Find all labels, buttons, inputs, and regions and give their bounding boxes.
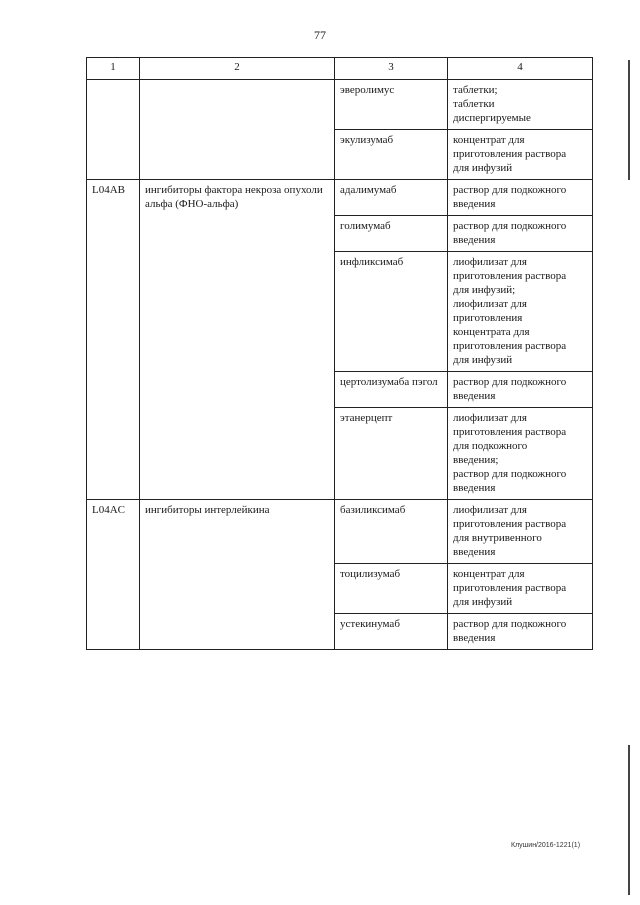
scan-margin-line [628, 60, 630, 180]
scan-margin-line [628, 745, 630, 895]
dosage-form-cell [448, 408, 593, 500]
dosage-form-line: лиофилизат для [453, 298, 527, 310]
footer-stamp: Клушин/2016-1221(1) [511, 842, 581, 849]
dosage-form-line: приготовления раствора [453, 518, 567, 530]
dosage-form-line: для инфузий [453, 354, 513, 366]
page-number: 77 [314, 28, 326, 42]
atc-code-cell: L04AB [87, 180, 140, 500]
dosage-form-line: введения; [453, 454, 499, 466]
drug-name-cell: цертолизумаба пэгол [335, 372, 448, 408]
dosage-form-line: для подкожного [453, 440, 528, 452]
drug-name-cell: экулизумаб [335, 130, 448, 180]
column-header-2: 2 [140, 58, 335, 80]
dosage-form-line: введения [453, 198, 496, 210]
dosage-form-line: приготовления раствора [453, 426, 567, 438]
dosage-form-cell [448, 180, 593, 216]
column-header-3: 3 [335, 58, 448, 80]
dosage-form-line: лиофилизат для [453, 256, 527, 268]
dosage-form-line: для внутривенного [453, 532, 542, 544]
atc-code-cell: L04AC [87, 500, 140, 650]
dosage-form-line: таблетки [453, 98, 495, 110]
dosage-form-line: введения [453, 234, 496, 246]
column-header-1: 1 [87, 58, 140, 80]
dosage-form-line: приготовления раствора [453, 340, 567, 352]
dosage-form-cell [448, 130, 593, 180]
dosage-form-line: для инфузий [453, 162, 513, 174]
dosage-form-line: приготовления раствора [453, 270, 567, 282]
dosage-form-line: раствор для подкожного [453, 220, 567, 232]
drug-name-cell: этанерцепт [335, 408, 448, 500]
dosage-form-line: введения [453, 546, 496, 558]
dosage-form-line: приготовления раствора [453, 582, 567, 594]
dosage-form-cell [448, 216, 593, 252]
table-row [87, 500, 593, 564]
dosage-form-cell [448, 80, 593, 130]
dosage-form-cell [448, 500, 593, 564]
dosage-form-cell [448, 564, 593, 614]
dosage-form-line: приготовления [453, 312, 523, 324]
dosage-form-line: раствор для подкожного [453, 468, 567, 480]
dosage-form-line: для инфузий [453, 596, 513, 608]
dosage-form-line: раствор для подкожного [453, 618, 567, 630]
drug-name-cell: инфликсимаб [335, 252, 448, 372]
dosage-form-line: введения [453, 632, 496, 644]
dosage-form-line: лиофилизат для [453, 504, 527, 516]
drug-name-cell: голимумаб [335, 216, 448, 252]
dosage-form-line: раствор для подкожного [453, 376, 567, 388]
header-row [87, 58, 593, 80]
drug-name-cell: устекинумаб [335, 614, 448, 650]
drug-table [86, 57, 593, 650]
table-row [87, 80, 593, 130]
dosage-form-line: приготовления раствора [453, 148, 567, 160]
dosage-form-line: для инфузий; [453, 284, 516, 296]
dosage-form-cell [448, 372, 593, 408]
group-name-cell [140, 80, 335, 180]
column-header-4: 4 [448, 58, 593, 80]
dosage-form-line: введения [453, 482, 496, 494]
dosage-form-line: введения [453, 390, 496, 402]
dosage-form-line: диспергируемые [453, 112, 531, 124]
table-row [87, 180, 593, 216]
drug-name-cell: адалимумаб [335, 180, 448, 216]
dosage-form-line: лиофилизат для [453, 412, 527, 424]
dosage-form-line: таблетки; [453, 84, 498, 96]
dosage-form-cell [448, 252, 593, 372]
dosage-form-line: раствор для подкожного [453, 184, 567, 196]
dosage-form-line: концентрат для [453, 134, 525, 146]
group-name-cell: ингибиторы интерлейкина [140, 500, 335, 650]
atc-code-cell [87, 80, 140, 180]
drug-name-cell: базиликсимаб [335, 500, 448, 564]
dosage-form-line: концентрата для [453, 326, 530, 338]
dosage-form-cell [448, 614, 593, 650]
drug-name-cell: эверолимус [335, 80, 448, 130]
table-body [87, 80, 593, 650]
group-name-cell: ингибиторы фактора некроза опухоли альфа (ФНО-альфа) [140, 180, 335, 500]
drug-name-cell: тоцилизумаб [335, 564, 448, 614]
dosage-form-line: концентрат для [453, 568, 525, 580]
